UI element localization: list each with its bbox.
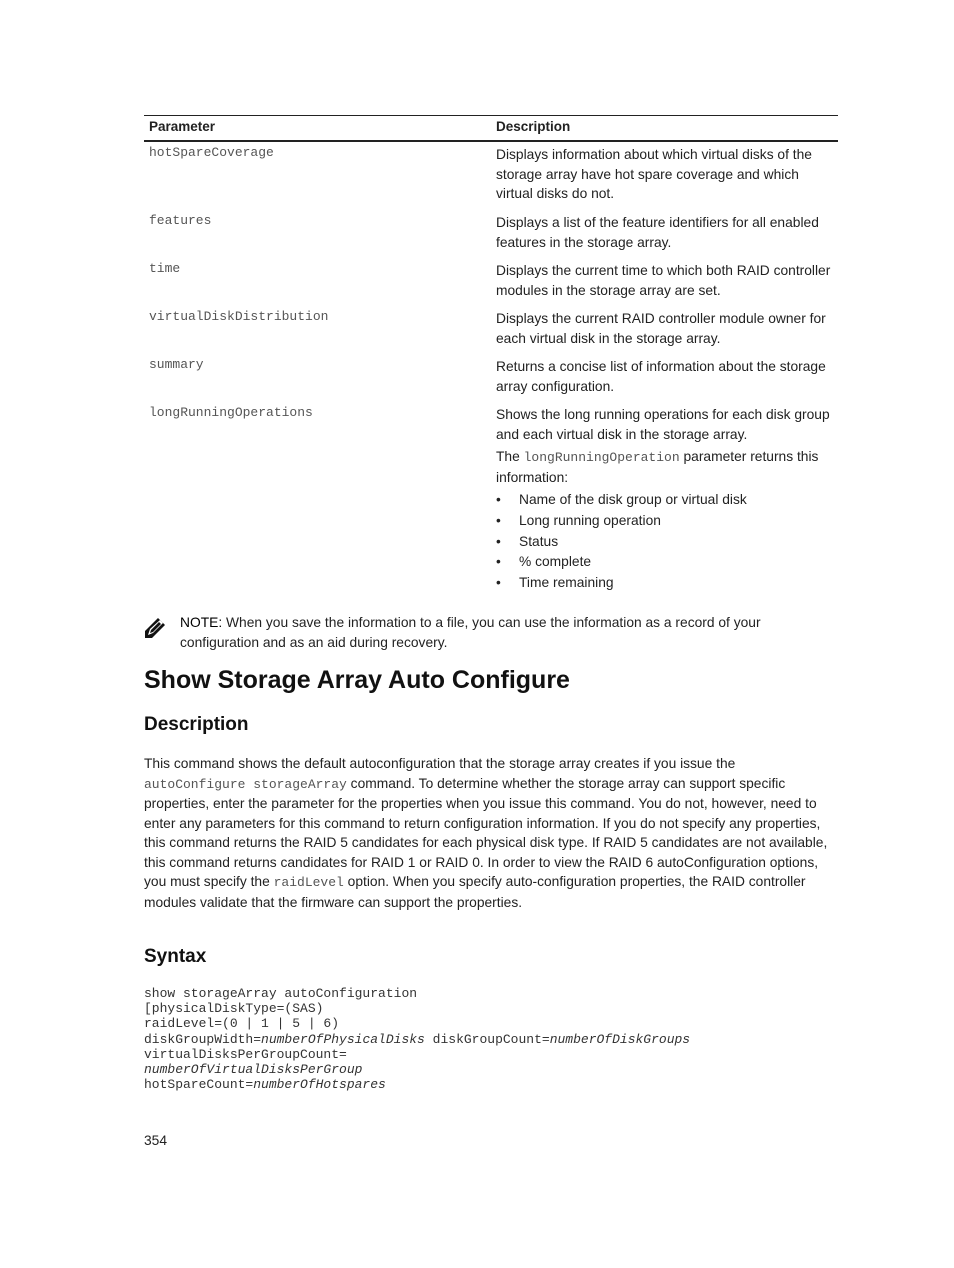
code-line: diskGroupCount= <box>424 1031 550 1047</box>
list-item: • Name of the disk group or virtual disk <box>496 492 747 513</box>
parameter-table <box>144 115 838 591</box>
desc-text: option. When you specify auto-configuration properties, the RAID controller modules validate that the firmware can support the properties. <box>144 874 806 910</box>
code-placeholder: numberOfVirtualDisksPerGroup <box>144 1062 363 1078</box>
param-cell: virtualDiskDistribution <box>149 309 329 324</box>
list-item: • Status <box>496 534 747 555</box>
note-pencil-icon <box>144 617 166 639</box>
code-line: hotSpareCount= <box>144 1077 254 1093</box>
desc-cell: Displays information about which virtual disks of the storage array have hot spare coverage and which virtual disks do not. <box>496 147 812 201</box>
desc-text: command. To determine whether the storage array can support specific properties, enter the parameter for the properties when you issue this command. You do not, however, need to enter any parameters for this command to return configuration information. If you do not specify any properties, this command returns the RAID 5 candidates for each physical disk type. If RAID 5 candidates are not available, this command returns candidates for RAID 1 or RAID 0. In order to view the RAID 6 autoConfiguration options, you must specify the <box>144 775 828 889</box>
page-number: 354 <box>144 1133 168 1148</box>
code-placeholder: numberOfHotspares <box>253 1077 386 1093</box>
inline-code: autoConfigure storageArray <box>144 776 347 792</box>
desc-cell: Displays the current RAID controller module owner for each virtual disk in the storage array. <box>496 311 826 346</box>
lro-suffix: parameter returns this information: <box>496 449 819 485</box>
desc-cell: Shows the long running operations for each disk group and each virtual disk in the storage array. <box>496 407 830 442</box>
code-line: diskGroupWidth= <box>144 1031 262 1047</box>
syntax-heading: Syntax <box>144 946 207 967</box>
code-line: virtualDisksPerGroupCount= <box>144 1046 347 1062</box>
table-header <box>144 115 838 142</box>
list-item: • Long running operation <box>496 513 747 534</box>
desc-cell: Returns a concise list of information about the storage array configuration. <box>496 359 826 394</box>
desc-text: This command shows the default autoconfiguration that the storage array creates if you issue the <box>144 756 736 771</box>
description-heading: Description <box>144 714 249 735</box>
description-paragraph <box>144 754 838 912</box>
code-line: raidLevel=(0 | 1 | 5 | 6) <box>144 1016 340 1032</box>
note-body: When you save the information to a file, you can use the information as a record of your configuration and as an aid during recovery. <box>180 615 761 650</box>
param-cell: features <box>149 213 212 228</box>
note-label: NOTE: <box>180 615 223 630</box>
syntax-code-block <box>144 986 690 1092</box>
param-cell: summary <box>149 357 204 372</box>
header-description: Description <box>496 119 571 134</box>
list-item: • % complete <box>496 554 747 575</box>
note-text <box>180 613 830 652</box>
code-placeholder: numberOfDiskGroups <box>549 1031 691 1047</box>
param-cell: hotSpareCoverage <box>149 145 274 160</box>
code-placeholder: numberOfPhysicalDisks <box>261 1031 425 1047</box>
section-title: Show Storage Array Auto Configure <box>144 666 570 694</box>
lro-prefix: The <box>496 449 524 464</box>
lro-bullet-list <box>496 492 747 596</box>
header-parameter: Parameter <box>149 119 216 134</box>
desc-cell: Displays a list of the feature identifiers for all enabled features in the storage array. <box>496 215 819 250</box>
inline-code: raidLevel <box>273 875 344 890</box>
code-line: show storageArray autoConfiguration <box>144 986 418 1001</box>
param-cell: time <box>149 261 181 276</box>
desc-cell: Displays the current time to which both RAID controller modules in the storage array are set. <box>496 263 831 298</box>
param-cell: longRunningOperations <box>149 405 313 420</box>
lro-code: longRunningOperation <box>523 450 680 465</box>
list-item: • Time remaining <box>496 575 747 596</box>
code-line: [physicalDiskType=(SAS) <box>144 1001 324 1017</box>
